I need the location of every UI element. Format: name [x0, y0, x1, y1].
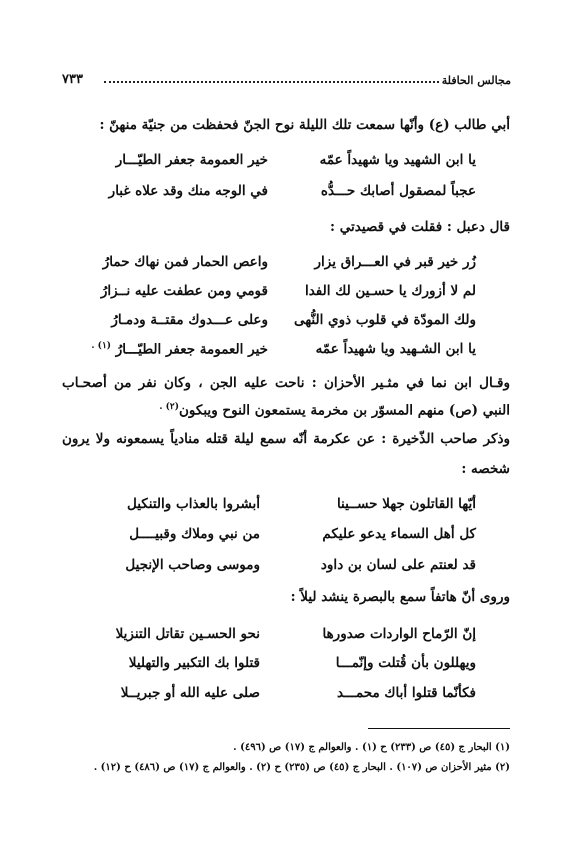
- header-dot-leader: [104, 81, 439, 83]
- page-number: ٧٣٣: [62, 72, 83, 87]
- poem2-verse-3-right: ولك المودّة في قلوب ذوي النُّهى: [293, 312, 476, 328]
- dhakhira-para-line-2: شخصه :: [461, 461, 510, 477]
- footnote-2: (٢) مثير الأحزان ص (١٠٧) . البحار ج (٤٥) ص (٢٣٥) ح (٢) . والعوالم ج (١٧) ص (٤٨٦) ح (١٢) .: [93, 762, 510, 773]
- poem4-verse-2-right: ويهللون بأن قُتلت وإنّمـــا: [335, 655, 476, 671]
- poem3-verse-3-left: وموسى وصاحب الإنجيل: [125, 557, 260, 573]
- dhakhira-para-line-1: وذكر صاحب الذّخيرة : عن عكرمة أنّه سمع ليلة قتله منادياً يسمعونه ولا يرون: [62, 431, 510, 447]
- poem1-verse-2-left: في الوجه منك وقد علاه غبار: [108, 183, 268, 199]
- poem2-verse-1-left: واعص الحمار فمن نهاك حمارُ: [102, 254, 268, 270]
- poem1-verse-1-left: خير العمومة جعفر الطيّـــار: [115, 152, 268, 168]
- muthir-para-line-2-text: النبي (ص) منهم المسوّر بن مخرمة يستمعون النوح ويبكون: [179, 402, 510, 419]
- header-title: مجالس الحافلة: [441, 74, 511, 87]
- poem2-verse-4-left-text: خير العمومة جعفر الطيّـــارُ: [115, 341, 268, 358]
- poem3-verse-1-right: أيّها القاتلون جهلا حســينا: [336, 496, 476, 512]
- footnote-ref-2[interactable]: (٢) .: [159, 402, 180, 412]
- poem1-verse-1-right: يا ابن الشهيد ويا شهيداً عمّه: [319, 152, 476, 168]
- running-header: [62, 72, 511, 94]
- poem3-verse-1-left: أبشروا بالعذاب والتنكيل: [127, 496, 260, 512]
- poem4-verse-2-left: قتلوا بك التكبير والتهليلا: [128, 655, 260, 671]
- footnote-ref-1[interactable]: (١) .: [91, 341, 112, 351]
- hatif-line: وروى أنّ هاتفاً سمع بالبصرة ينشد ليلاً :: [290, 589, 510, 605]
- intro-line: أبي طالب (ع) وأنّها سمعت تلك الليلة نوح الجنّ فحفظت من جنيّة منهنّ :: [99, 117, 510, 133]
- muthir-para-line-1: وقـال ابن نما في مثـير الأحزان : ناحت عليه الجن ، وكان نفر من أصحـاب: [62, 375, 510, 391]
- poem4-verse-3-left: صلى عليه الله أو جبريــلا: [120, 685, 260, 701]
- muthir-para-line-2: [159, 402, 510, 419]
- poem2-verse-4-left: [91, 341, 268, 358]
- poem4-verse-1-left: نحو الحسـين تقاتل التنزيلا: [115, 626, 260, 642]
- poem2-verse-2-right: لم لا أزورك يا حسـين لك الفدا: [304, 283, 476, 299]
- poem2-verse-2-left: قومي ومن عطفت عليه نــزارُ: [100, 283, 268, 299]
- poem2-verse-3-left: وعلى عـــدوك مقتــة ودمـارُ: [111, 312, 268, 328]
- poem4-verse-3-right: فكأنّما قتلوا أباك محمـــد: [337, 685, 476, 701]
- dibil-line: قال دعبل : فقلت في قصيدتي :: [330, 219, 510, 235]
- poem3-verse-3-right: قد لعنتم على لسان بن داود: [320, 557, 476, 573]
- poem4-verse-1-right: إنّ الرّماح الواردات صدورها: [322, 626, 476, 642]
- poem3-verse-2-left: من نبي وملاك وقبيــــل: [129, 526, 260, 542]
- poem1-verse-2-right: عجباً لمصقول أصابك حـــدُّه: [320, 183, 476, 199]
- footnote-1: (١) البحار ج (٤٥) ص (٢٣٣) ح (١) . والعوالم ج (١٧) ص (٤٩٦) .: [233, 742, 510, 753]
- footnote-separator: [368, 728, 510, 729]
- poem3-verse-2-right: كل أهل السماء يدعو عليكم: [322, 526, 476, 542]
- poem2-verse-1-right: زُر خير قبر في العـــراق يزار: [314, 254, 476, 270]
- poem2-verse-4-right: يا ابن الشـهيد ويا شهيداً عمّه: [315, 341, 476, 357]
